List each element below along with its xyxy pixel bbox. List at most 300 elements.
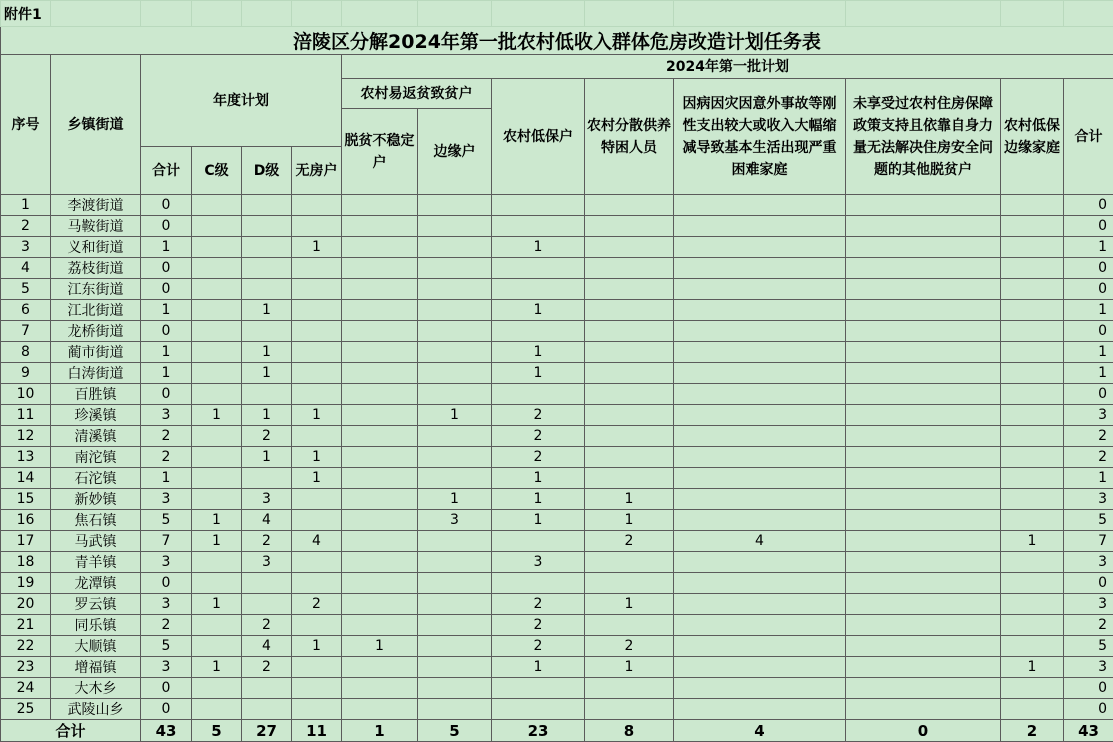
row-unsupported (846, 552, 1001, 573)
row-edge: 3 (418, 510, 492, 531)
row-town: 罗云镇 (51, 594, 141, 615)
row-low-income (492, 321, 585, 342)
table-row (1, 279, 1113, 300)
row-sum: 3 (1064, 552, 1113, 573)
row-hardship (674, 636, 846, 657)
row-unstable (342, 552, 418, 573)
row-sum: 5 (1064, 510, 1113, 531)
row-low-income-edge (1001, 258, 1064, 279)
row-edge (418, 573, 492, 594)
row-seq: 15 (1, 489, 51, 510)
row-unsupported (846, 468, 1001, 489)
row-no-house (292, 384, 342, 405)
row-sum: 1 (1064, 468, 1113, 489)
row-sum: 2 (1064, 615, 1113, 636)
row-low-income-edge (1001, 216, 1064, 237)
row-low-income-edge (1001, 237, 1064, 258)
row-hardship (674, 573, 846, 594)
row-no-house: 1 (292, 237, 342, 258)
row-hardship (674, 678, 846, 699)
totals-low-income-edge: 2 (1001, 720, 1064, 742)
row-low-income: 2 (492, 426, 585, 447)
row-sum: 0 (1064, 258, 1113, 279)
row-c (192, 342, 242, 363)
row-low-income-edge (1001, 699, 1064, 720)
row-no-house: 1 (292, 636, 342, 657)
row-low-income: 1 (492, 489, 585, 510)
row-sum: 3 (1064, 594, 1113, 615)
row-town: 百胜镇 (51, 384, 141, 405)
row-seq: 21 (1, 615, 51, 636)
row-unsupported (846, 426, 1001, 447)
row-no-house (292, 195, 342, 216)
row-low-income-edge (1001, 447, 1064, 468)
table-row (1, 216, 1113, 237)
row-hardship (674, 300, 846, 321)
row-special-support (585, 678, 674, 699)
header-seq: 序号 (1, 55, 51, 195)
row-town: 大木乡 (51, 678, 141, 699)
totals-unstable: 1 (342, 720, 418, 742)
row-low-income: 1 (492, 363, 585, 384)
row-unsupported (846, 363, 1001, 384)
row-d (242, 468, 292, 489)
table-row (1, 531, 1113, 552)
row-edge (418, 531, 492, 552)
row-c (192, 552, 242, 573)
row-special-support: 2 (585, 531, 674, 552)
row-c (192, 237, 242, 258)
row-c (192, 615, 242, 636)
row-no-house (292, 363, 342, 384)
row-d: 2 (242, 426, 292, 447)
row-hardship (674, 657, 846, 678)
row-edge (418, 279, 492, 300)
table-row (1, 447, 1113, 468)
row-c (192, 300, 242, 321)
row-total: 3 (141, 594, 192, 615)
row-sum: 0 (1064, 699, 1113, 720)
row-d: 3 (242, 489, 292, 510)
row-d: 1 (242, 447, 292, 468)
row-special-support (585, 279, 674, 300)
row-unstable (342, 258, 418, 279)
row-town: 武陵山乡 (51, 699, 141, 720)
row-low-income: 1 (492, 510, 585, 531)
totals-edge: 5 (418, 720, 492, 742)
row-sum: 0 (1064, 216, 1113, 237)
row-town: 马武镇 (51, 531, 141, 552)
row-unstable (342, 489, 418, 510)
row-c: 1 (192, 510, 242, 531)
row-sum: 2 (1064, 426, 1113, 447)
row-town: 珍溪镇 (51, 405, 141, 426)
row-edge: 1 (418, 405, 492, 426)
row-special-support (585, 426, 674, 447)
row-special-support: 1 (585, 489, 674, 510)
row-edge (418, 258, 492, 279)
table-row (1, 594, 1113, 615)
row-edge (418, 426, 492, 447)
row-no-house (292, 489, 342, 510)
row-sum: 0 (1064, 678, 1113, 699)
row-special-support (585, 405, 674, 426)
row-sum: 5 (1064, 636, 1113, 657)
row-seq: 5 (1, 279, 51, 300)
row-low-income-edge (1001, 300, 1064, 321)
row-special-support: 1 (585, 510, 674, 531)
row-hardship: 4 (674, 531, 846, 552)
row-low-income-edge (1001, 363, 1064, 384)
row-seq: 22 (1, 636, 51, 657)
row-unsupported (846, 594, 1001, 615)
row-no-house (292, 573, 342, 594)
row-low-income: 2 (492, 447, 585, 468)
row-total: 3 (141, 489, 192, 510)
row-hardship (674, 342, 846, 363)
row-seq: 8 (1, 342, 51, 363)
row-unsupported (846, 510, 1001, 531)
row-unsupported (846, 300, 1001, 321)
row-sum: 0 (1064, 384, 1113, 405)
row-c (192, 489, 242, 510)
row-unstable (342, 531, 418, 552)
table-row (1, 300, 1113, 321)
row-unsupported (846, 258, 1001, 279)
table-row (1, 573, 1113, 594)
row-special-support (585, 237, 674, 258)
row-low-income-edge (1001, 678, 1064, 699)
row-town: 马鞍街道 (51, 216, 141, 237)
row-hardship (674, 510, 846, 531)
row-special-support (585, 615, 674, 636)
row-special-support (585, 363, 674, 384)
row-total: 3 (141, 405, 192, 426)
table-row (1, 489, 1113, 510)
row-d (242, 279, 292, 300)
row-hardship (674, 195, 846, 216)
row-unstable (342, 447, 418, 468)
row-unsupported (846, 573, 1001, 594)
row-special-support (585, 384, 674, 405)
table-row (1, 636, 1113, 657)
header-low-income-edge: 农村低保边缘家庭 (1001, 79, 1064, 195)
header-town: 乡镇街道 (51, 55, 141, 195)
row-d (242, 678, 292, 699)
row-low-income-edge (1001, 573, 1064, 594)
header-batch-plan: 2024年第一批计划 (342, 55, 1113, 79)
row-unsupported (846, 195, 1001, 216)
row-total: 0 (141, 573, 192, 594)
row-low-income (492, 279, 585, 300)
row-no-house (292, 342, 342, 363)
row-total: 2 (141, 447, 192, 468)
row-hardship (674, 237, 846, 258)
row-total: 0 (141, 321, 192, 342)
row-c (192, 363, 242, 384)
row-hardship (674, 552, 846, 573)
row-sum: 1 (1064, 300, 1113, 321)
table-row (1, 615, 1113, 636)
row-special-support (585, 300, 674, 321)
row-total: 2 (141, 615, 192, 636)
row-no-house: 1 (292, 447, 342, 468)
row-d (242, 573, 292, 594)
row-low-income: 2 (492, 615, 585, 636)
row-d (242, 384, 292, 405)
row-seq: 12 (1, 426, 51, 447)
row-hardship (674, 468, 846, 489)
row-seq: 11 (1, 405, 51, 426)
row-unsupported (846, 636, 1001, 657)
row-no-house (292, 615, 342, 636)
row-hardship (674, 699, 846, 720)
row-unstable (342, 699, 418, 720)
row-no-house (292, 699, 342, 720)
row-low-income: 3 (492, 552, 585, 573)
row-low-income-edge (1001, 405, 1064, 426)
row-sum: 1 (1064, 363, 1113, 384)
row-low-income: 1 (492, 237, 585, 258)
row-c (192, 573, 242, 594)
header-hardship: 因病因灾因意外事故等刚性支出较大或收入大幅缩减导致基本生活出现严重困难家庭 (674, 79, 846, 195)
row-low-income: 2 (492, 405, 585, 426)
row-hardship (674, 384, 846, 405)
table-row (1, 699, 1113, 720)
table-row (1, 363, 1113, 384)
row-c (192, 279, 242, 300)
row-low-income-edge (1001, 489, 1064, 510)
row-unstable (342, 615, 418, 636)
row-seq: 19 (1, 573, 51, 594)
row-low-income-edge (1001, 279, 1064, 300)
row-no-house (292, 300, 342, 321)
row-seq: 10 (1, 384, 51, 405)
row-seq: 23 (1, 657, 51, 678)
row-d: 4 (242, 636, 292, 657)
row-total: 2 (141, 426, 192, 447)
row-sum: 0 (1064, 573, 1113, 594)
row-total: 0 (141, 699, 192, 720)
row-c (192, 678, 242, 699)
table-row (1, 258, 1113, 279)
header-total: 合计 (141, 147, 192, 195)
row-hardship (674, 321, 846, 342)
row-d: 1 (242, 342, 292, 363)
row-seq: 24 (1, 678, 51, 699)
row-unsupported (846, 279, 1001, 300)
row-sum: 2 (1064, 447, 1113, 468)
row-unstable (342, 279, 418, 300)
row-sum: 3 (1064, 657, 1113, 678)
header-d-level: D级 (242, 147, 292, 195)
row-edge (418, 216, 492, 237)
row-d: 2 (242, 615, 292, 636)
totals-label: 合计 (1, 720, 141, 742)
row-no-house: 1 (292, 468, 342, 489)
row-low-income (492, 678, 585, 699)
row-sum: 7 (1064, 531, 1113, 552)
row-seq: 7 (1, 321, 51, 342)
row-low-income-edge (1001, 195, 1064, 216)
row-low-income-edge (1001, 342, 1064, 363)
row-special-support (585, 699, 674, 720)
row-special-support (585, 552, 674, 573)
row-unsupported (846, 615, 1001, 636)
row-edge (418, 678, 492, 699)
row-low-income-edge (1001, 552, 1064, 573)
row-unsupported (846, 447, 1001, 468)
row-special-support (585, 342, 674, 363)
row-town: 龙潭镇 (51, 573, 141, 594)
row-low-income (492, 531, 585, 552)
row-c (192, 321, 242, 342)
row-no-house (292, 279, 342, 300)
row-town: 李渡街道 (51, 195, 141, 216)
row-total: 0 (141, 216, 192, 237)
table-body (1, 195, 1113, 720)
row-seq: 17 (1, 531, 51, 552)
row-unstable (342, 657, 418, 678)
row-unsupported (846, 342, 1001, 363)
row-unstable (342, 342, 418, 363)
row-total: 0 (141, 678, 192, 699)
header-batch-total: 合计 (1064, 79, 1113, 195)
row-c (192, 468, 242, 489)
row-c (192, 636, 242, 657)
row-unstable (342, 300, 418, 321)
row-unsupported (846, 678, 1001, 699)
table-row (1, 426, 1113, 447)
row-c: 1 (192, 594, 242, 615)
row-low-income (492, 258, 585, 279)
row-d: 3 (242, 552, 292, 573)
row-d (242, 321, 292, 342)
row-low-income: 1 (492, 300, 585, 321)
totals-unsupported: 0 (846, 720, 1001, 742)
row-total: 1 (141, 237, 192, 258)
row-unstable (342, 510, 418, 531)
row-town: 义和街道 (51, 237, 141, 258)
row-town: 荔枝街道 (51, 258, 141, 279)
row-seq: 13 (1, 447, 51, 468)
row-c (192, 258, 242, 279)
row-low-income: 1 (492, 468, 585, 489)
table-row (1, 342, 1113, 363)
row-low-income: 1 (492, 342, 585, 363)
totals-c: 5 (192, 720, 242, 742)
row-d (242, 195, 292, 216)
row-c (192, 426, 242, 447)
row-town: 江东街道 (51, 279, 141, 300)
row-total: 7 (141, 531, 192, 552)
row-hardship (674, 489, 846, 510)
row-special-support: 1 (585, 657, 674, 678)
header-no-house: 无房户 (292, 147, 342, 195)
row-hardship (674, 447, 846, 468)
header-unstable: 脱贫不稳定户 (342, 109, 418, 195)
row-total: 1 (141, 342, 192, 363)
totals-total: 43 (141, 720, 192, 742)
totals-special-support: 8 (585, 720, 674, 742)
row-special-support (585, 258, 674, 279)
table-row (1, 552, 1113, 573)
row-seq: 25 (1, 699, 51, 720)
row-low-income-edge: 1 (1001, 531, 1064, 552)
row-unsupported (846, 489, 1001, 510)
row-edge (418, 636, 492, 657)
totals-hardship: 4 (674, 720, 846, 742)
row-town: 蔺市街道 (51, 342, 141, 363)
row-d: 1 (242, 405, 292, 426)
row-low-income (492, 195, 585, 216)
row-no-house (292, 321, 342, 342)
row-sum: 1 (1064, 237, 1113, 258)
row-edge (418, 321, 492, 342)
row-low-income-edge (1001, 594, 1064, 615)
row-seq: 18 (1, 552, 51, 573)
row-unstable (342, 384, 418, 405)
row-edge (418, 468, 492, 489)
row-edge (418, 237, 492, 258)
row-sum: 3 (1064, 405, 1113, 426)
row-edge (418, 699, 492, 720)
row-d: 1 (242, 300, 292, 321)
row-d: 2 (242, 531, 292, 552)
header-c-level: C级 (192, 147, 242, 195)
header-special-support: 农村分散供养特困人员 (585, 79, 674, 195)
table-row (1, 384, 1113, 405)
row-no-house (292, 216, 342, 237)
row-unsupported (846, 216, 1001, 237)
row-edge (418, 384, 492, 405)
row-low-income-edge (1001, 510, 1064, 531)
row-hardship (674, 258, 846, 279)
row-no-house (292, 510, 342, 531)
header-unsupported: 未享受过农村住房保障政策支持且依靠自身力量无法解决住房安全问题的其他脱贫户 (846, 79, 1001, 195)
row-edge: 1 (418, 489, 492, 510)
row-total: 3 (141, 657, 192, 678)
row-unstable (342, 573, 418, 594)
row-unsupported (846, 699, 1001, 720)
row-town: 新妙镇 (51, 489, 141, 510)
row-unstable (342, 426, 418, 447)
row-no-house: 1 (292, 405, 342, 426)
row-special-support (585, 468, 674, 489)
row-c: 1 (192, 657, 242, 678)
table-row (1, 657, 1113, 678)
totals-no-house: 11 (292, 720, 342, 742)
row-d (242, 258, 292, 279)
row-hardship (674, 405, 846, 426)
table-row (1, 321, 1113, 342)
header-annual-plan: 年度计划 (141, 55, 342, 147)
header-return-poverty-group: 农村易返贫致贫户 (342, 79, 492, 109)
row-special-support (585, 573, 674, 594)
row-c (192, 384, 242, 405)
row-no-house (292, 657, 342, 678)
row-no-house (292, 552, 342, 573)
row-hardship (674, 426, 846, 447)
totals-d: 27 (242, 720, 292, 742)
row-unstable (342, 405, 418, 426)
row-edge (418, 447, 492, 468)
row-total: 1 (141, 468, 192, 489)
row-town: 清溪镇 (51, 426, 141, 447)
row-special-support (585, 195, 674, 216)
header-low-income: 农村低保户 (492, 79, 585, 195)
row-c (192, 216, 242, 237)
